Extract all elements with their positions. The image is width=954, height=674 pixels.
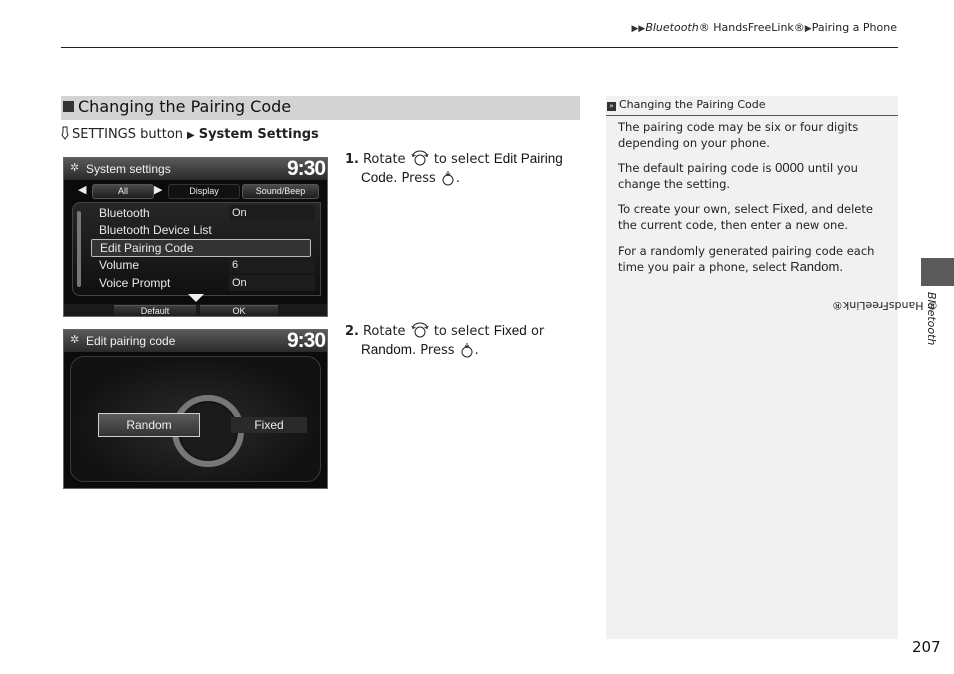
step-text: . — [455, 171, 461, 186]
chapter-label-bluetooth: Bluetooth — [925, 292, 938, 346]
note-text: To create your own, select — [618, 202, 769, 216]
note-paragraph: The pairing code may be six or four digits depending on your phone. — [618, 120, 859, 150]
step-text: . Press — [412, 343, 455, 358]
breadcrumb-handsfreelink: ® HandsFreeLink® — [698, 21, 805, 34]
list-item-value: 6 — [229, 257, 315, 273]
gear-icon: ✲ — [70, 334, 80, 346]
triangle-right-icon: ▶ — [187, 130, 195, 141]
step-number: 2. — [345, 324, 359, 339]
list-item-value: On — [229, 275, 315, 291]
step-text: to select — [433, 152, 490, 167]
breadcrumb-current: Pairing a Phone — [811, 21, 897, 34]
square-bullet-icon — [63, 101, 74, 112]
breadcrumb — [631, 21, 897, 34]
softkey-ok: OK — [200, 305, 278, 317]
screen-clock: 9:30 — [286, 329, 325, 352]
menu-path — [61, 126, 319, 142]
path-system-settings: System Settings — [198, 127, 319, 142]
step-1 — [345, 149, 580, 188]
note-item-random: Random — [790, 259, 840, 274]
page-number: 207 — [912, 638, 941, 656]
default-code: 0000 — [775, 160, 805, 175]
arrow-left-icon: ◀ — [78, 184, 87, 196]
screen-clock: 9:30 — [286, 157, 325, 180]
rotate-dial-icon — [410, 321, 430, 339]
list-item-label: Bluetooth — [99, 206, 150, 220]
step-text: to select — [433, 324, 490, 339]
home-button-icon — [61, 126, 69, 140]
step-item-edit-pairing-code: Edit Pairing Code — [361, 151, 563, 185]
option-fixed: Fixed — [231, 417, 307, 433]
tab-sound-beep: Sound/Beep — [242, 184, 319, 199]
arrow-right-icon: ▶ — [154, 184, 163, 196]
list-item — [89, 257, 315, 273]
reference-icon: » — [607, 102, 616, 111]
step-text: . Press — [393, 171, 436, 186]
note-paragraph — [618, 201, 890, 233]
dial-panel — [70, 356, 321, 482]
list-item-label: Bluetooth Device List — [99, 223, 212, 237]
note-paragraph — [618, 243, 890, 275]
path-settings-button: SETTINGS button — [72, 127, 184, 142]
step-text: Rotate — [362, 152, 406, 167]
note-text: until you change the setting. — [618, 161, 858, 191]
breadcrumb-bluetooth: Bluetooth — [645, 21, 699, 34]
list-item-label: Voice Prompt — [99, 276, 171, 290]
chapter-label-handsfreelink: ® HandsFreeLink® — [831, 299, 938, 312]
note-text: . — [839, 260, 843, 274]
step-text: or — [530, 324, 545, 339]
list-item — [89, 205, 315, 221]
step-number: 1. — [345, 152, 359, 167]
note-text: For a randomly generated pairing code each time you pair a phone, select — [618, 244, 875, 274]
note-text: , and delete the current code, then enter a new one. — [618, 202, 873, 232]
step-text: Rotate — [362, 324, 406, 339]
list-item-label: Volume — [99, 258, 140, 272]
step-item-random: Random — [361, 342, 413, 357]
chapter-tab — [921, 258, 954, 286]
note-item-fixed: Fixed — [772, 201, 805, 216]
scroll-down-arrow-icon — [188, 294, 204, 302]
triangle-right-icon: ▶▶ — [631, 24, 646, 34]
softkey-default: Default — [114, 305, 196, 317]
section-title: Changing the Pairing Code — [78, 97, 292, 116]
tab-display: Display — [168, 184, 240, 199]
note-paragraph — [618, 160, 890, 192]
rotate-dial-icon — [410, 149, 430, 167]
step-item-fixed: Fixed — [493, 323, 527, 338]
screen-title: System settings — [86, 162, 171, 176]
screen-title: Edit pairing code — [86, 334, 176, 348]
header-divider — [61, 47, 898, 48]
gear-icon: ✲ — [70, 162, 80, 174]
tab-all: All — [92, 184, 154, 199]
system-settings-screenshot — [63, 157, 328, 317]
press-dial-icon — [440, 170, 456, 186]
note-heading — [606, 96, 898, 116]
chapter-label — [831, 292, 944, 462]
list-item-value: On — [229, 205, 315, 221]
section-heading — [61, 96, 580, 120]
list-item-label: Edit Pairing Code — [100, 241, 194, 255]
step-2 — [345, 321, 580, 360]
list-item — [89, 222, 315, 238]
note-title: Changing the Pairing Code — [619, 98, 766, 111]
list-scrollbar — [77, 211, 81, 287]
screen-tabs — [72, 184, 319, 198]
option-random: Random — [98, 413, 200, 437]
triangle-right-icon: ▶ — [804, 24, 812, 34]
edit-pairing-code-screenshot — [63, 329, 328, 489]
note-text: The default pairing code is — [618, 161, 772, 175]
list-item-selected — [91, 239, 311, 257]
list-item — [89, 275, 315, 291]
step-text: . — [474, 343, 479, 358]
softkey-bar — [64, 304, 327, 316]
press-dial-icon — [459, 342, 475, 358]
